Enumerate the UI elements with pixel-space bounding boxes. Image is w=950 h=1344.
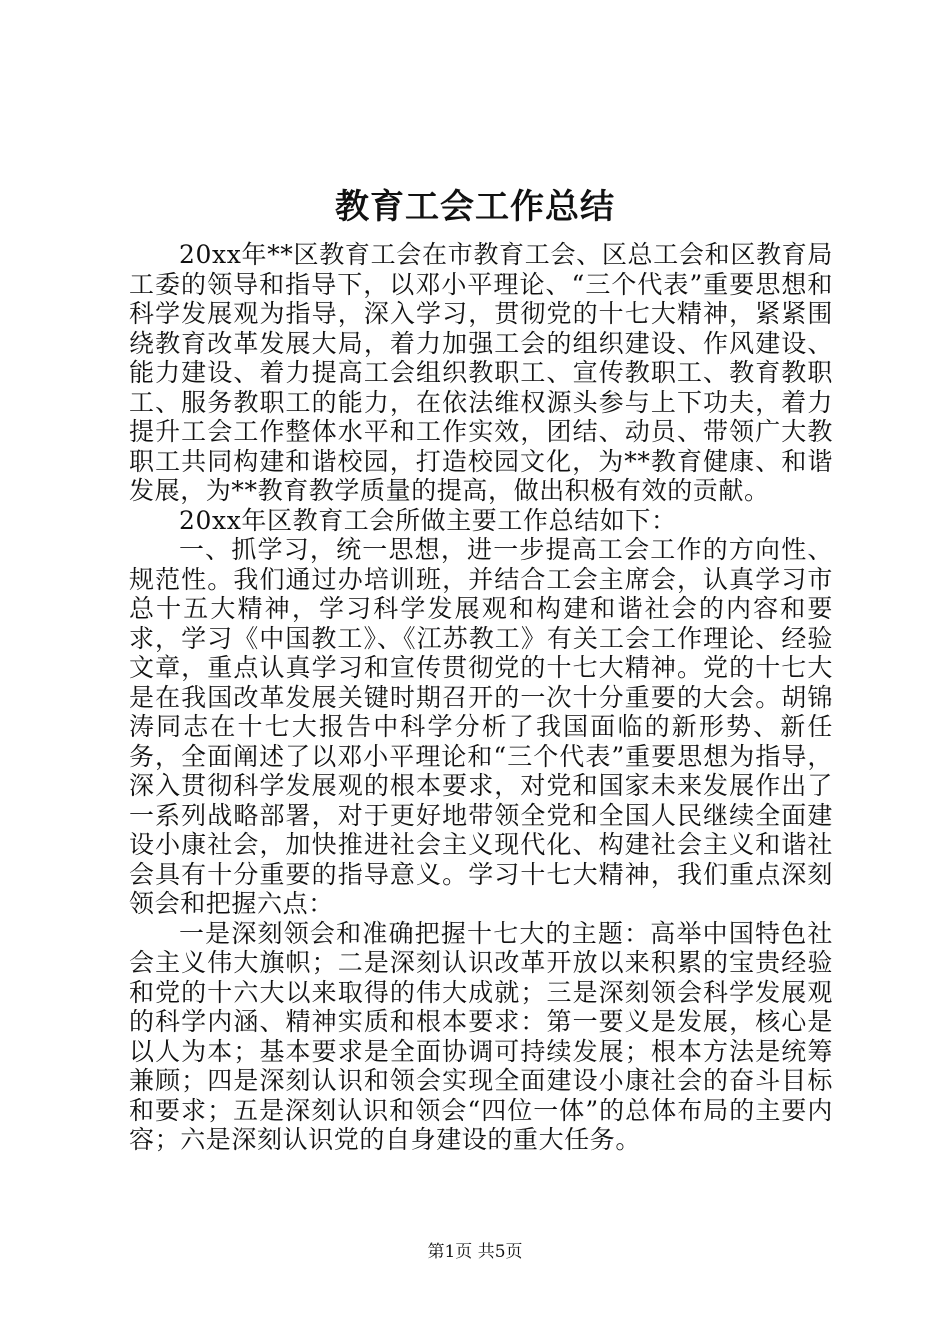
paragraph-section-one: 一、抓学习，统一思想，进一步提高工会工作的方向性、规范性。我们通过办培训班，并结合工会主席会，认真学习市总十五大精神，学习科学发展观和构建和谐社会的内容和要求，学习《中国教工》、《江苏教工》有关工会工作理论、经验文章，重点认真学习和宣传贯彻党的十七大精神。党的十七大是在我国改革发展关键时期召开的一次十分重要的大会。胡锦涛同志在十七大报告中科学分析了我国面临的新形势、新任务，全面阐述了以邓小平理论和“三个代表”重要思想为指导，深入贯彻科学发展观的根本要求，对党和国家未来发展作出了一系列战略部署，对于更好地带领全党和全国人民继续全面建设小康社会，加快推进社会主义现代化、构建社会主义和谐社会具有十分重要的指导意义。学习十七大精神，我们重点深刻领会和把握六点： bbox=[129, 535, 833, 918]
paragraph-six-points: 一是深刻领会和准确把握十七大的主题：高举中国特色社会主义伟大旗帜；二是深刻认识改革开放以来积累的宝贵经验和党的十六大以来取得的伟大成就；三是深刻领会科学发展观的科学内涵、精神实质和根本要求：第一要义是发展，核心是以人为本；基本要求是全面协调可持续发展；根本方法是统筹兼顾；四是深刻认识和领会实现全面建设小康社会的奋斗目标和要求；五是深刻认识和领会“四位一体”的总体布局的主要内容；六是深刻认识党的自身建设的重大任务。 bbox=[129, 918, 833, 1154]
paragraph-summary-lead: 20xx年区教育工会所做主要工作总结如下： bbox=[179, 505, 677, 535]
page-number-footer: 第1页 共5页 bbox=[427, 1242, 523, 1262]
document-body bbox=[129, 240, 833, 1155]
document-title: 教育工会工作总结 bbox=[335, 187, 615, 227]
paragraph-intro: 20xx年**区教育工会在市教育工会、区总工会和区教育局工委的领导和指导下，以邓小平理论、“三个代表”重要思想和科学发展观为指导，深入学习，贯彻党的十七大精神，紧紧围绕教育改革发展大局，着力加强工会的组织建设、作风建设、能力建设、着力提高工会组织教职工、宣传教职工、教育教职工、服务教职工的能力，在依法维权源头参与上下功夫，着力提升工会工作整体水平和工作实效，团结、动员、带领广大教职工共同构建和谐校园，打造校园文化，为**教育健康、和谐发展，为**教育教学质量的提高，做出积极有效的贡献。 bbox=[129, 240, 833, 505]
